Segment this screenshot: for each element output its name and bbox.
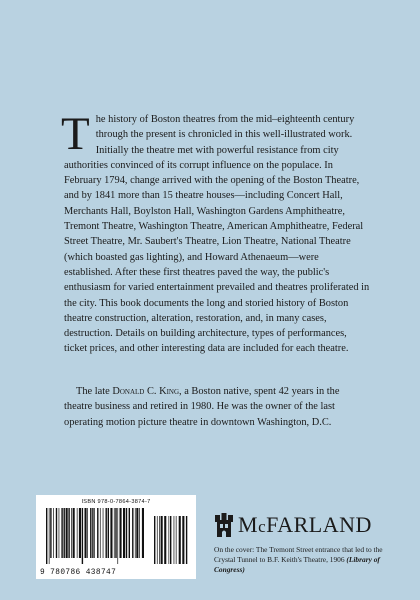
author-bio <box>64 384 370 430</box>
publisher-emblem-icon <box>214 512 234 538</box>
barcode-bars <box>46 508 146 564</box>
isbn-barcode <box>36 495 196 579</box>
cover-credit-text: On the cover: The Tremont Street entrance that led to the Crystal Tunnel to B.F. Keith's Theatre, 1906 <box>214 545 383 564</box>
book-description <box>61 108 370 357</box>
isbn-label: ISBN 978-0-7864-3874-7 <box>81 499 151 505</box>
barcode-addon-bars <box>154 516 188 564</box>
cover-credit <box>214 545 390 575</box>
author-prefix: The late <box>76 386 113 397</box>
author-name: Donald C. King <box>112 386 180 397</box>
drop-cap: T <box>61 108 90 160</box>
publisher-name: McFARLAND <box>238 512 372 537</box>
author-bio-text: , a Boston native, spent 42 years in the theatre business and retired in 1980. He was the owner of the last operating motion picture theatre in downtown Washington, D.C. <box>64 386 340 428</box>
mcfarland-logo <box>214 511 372 539</box>
cover-credit-source: (Library of Congress) <box>214 555 380 574</box>
description-text: he history of Boston theatres from the mid–eighteenth century through the present is chronicled in this well-illustrated work. Initially the theatre met with powerful resistance from city authorities convinced of its corrupt influence on the populace. In February 1794, change arrived with the opening of the Boston Theatre, and by 1841 more than 15 theatre houses—including Concert Hall, Merchants Hall, Boylston Hall, Washington Gardens Amphitheatre, Tremont Theatre, Washington Theatre, American Amphitheatre, Federal Street Theatre, Mr. Saubert's Theatre, Lion Theatre, National Theatre (which boasted gas lighting), and Howard Athenaeum—were established. After these first theatres paved the way, the public's enthusiasm for varied entertainment prevailed and theatres proliferated in the city. This book documents the long and storied history of Boston theatre construction, alteration, restoration, and, in many cases, destruction. Details on building architecture, types of performances, ticket prices, and other interesting data are included for each theatre. <box>64 114 370 355</box>
barcode-digits: 9 780786 438747 <box>40 569 117 577</box>
